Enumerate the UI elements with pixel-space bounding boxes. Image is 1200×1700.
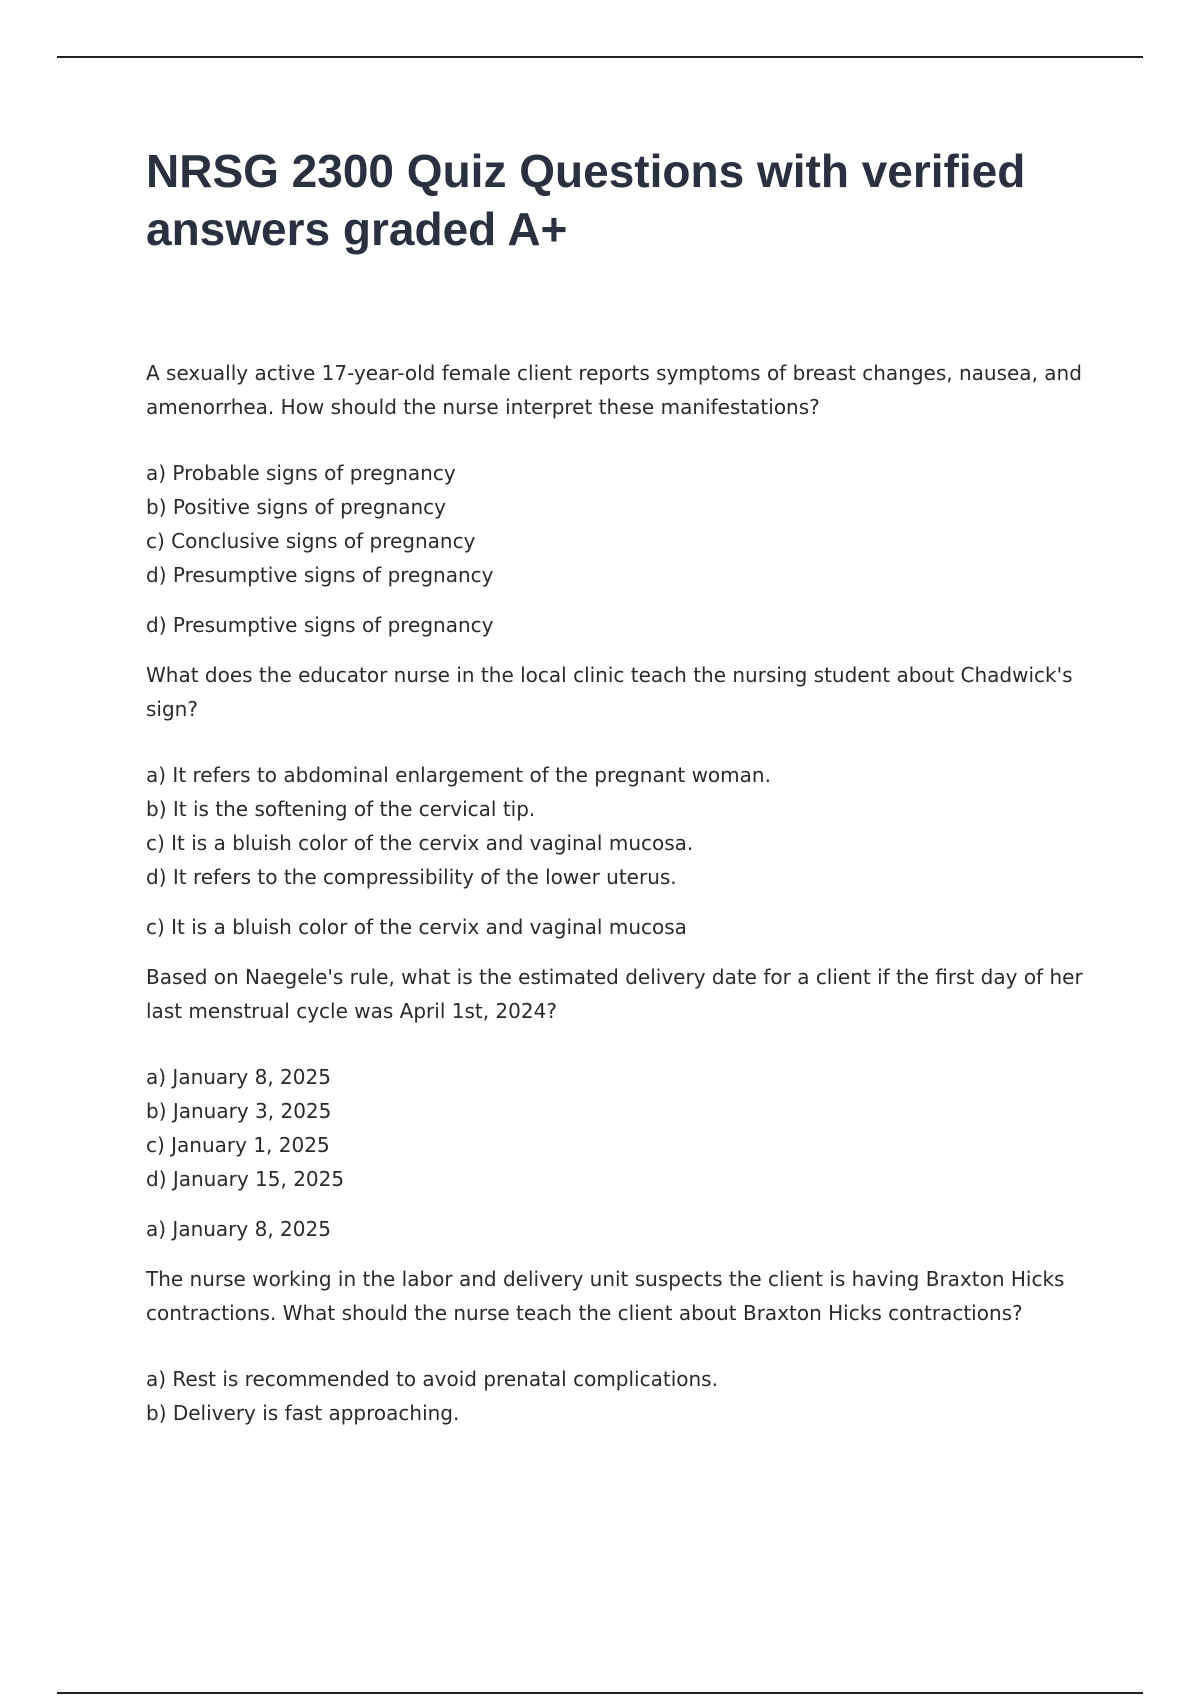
question-block-2 xyxy=(146,658,1086,944)
document-title: NRSG 2300 Quiz Questions with verified answers graded A+ xyxy=(146,145,1026,255)
option-item: c) January 1, 2025 xyxy=(146,1133,330,1157)
question-text: What does the educator nurse in the local clinic teach the nursing student about Chadwick's sign? xyxy=(146,663,1073,721)
quiz-content xyxy=(146,356,1086,1446)
option-item: d) January 15, 2025 xyxy=(146,1167,345,1191)
option-item: b) January 3, 2025 xyxy=(146,1099,332,1123)
option-list xyxy=(146,758,1086,894)
question-text: The nurse working in the labor and delivery unit suspects the client is having Braxton Hicks contractions. What should the nurse teach the client about Braxton Hicks contractions? xyxy=(146,1267,1065,1325)
option-item: a) Probable signs of pregnancy xyxy=(146,461,456,485)
option-item: b) Positive signs of pregnancy xyxy=(146,495,446,519)
header-rule xyxy=(57,56,1143,58)
option-item: c) It is a bluish color of the cervix and vaginal mucosa. xyxy=(146,831,694,855)
footer-rule xyxy=(57,1692,1143,1694)
question-text: A sexually active 17-year-old female client reports symptoms of breast changes, nausea, and amenorrhea. How should the nurse interpret these manifestations? xyxy=(146,361,1082,419)
answer-text: c) It is a bluish color of the cervix and vaginal mucosa xyxy=(146,915,687,939)
option-list xyxy=(146,1060,1086,1196)
question-text: Based on Naegele's rule, what is the estimated delivery date for a client if the first day of her last menstrual cycle was April 1st, 2024? xyxy=(146,965,1083,1023)
question-block-4 xyxy=(146,1262,1086,1430)
option-list xyxy=(146,456,1086,592)
option-item: b) It is the softening of the cervical tip. xyxy=(146,797,536,821)
answer-text: a) January 8, 2025 xyxy=(146,1217,331,1241)
option-item: d) It refers to the compressibility of the lower uterus. xyxy=(146,865,677,889)
question-block-1 xyxy=(146,356,1086,642)
option-list xyxy=(146,1362,1086,1430)
option-item: c) Conclusive signs of pregnancy xyxy=(146,529,476,553)
option-item: b) Delivery is fast approaching. xyxy=(146,1401,460,1425)
option-item: a) It refers to abdominal enlargement of the pregnant woman. xyxy=(146,763,771,787)
option-item: a) January 8, 2025 xyxy=(146,1065,331,1089)
option-item: a) Rest is recommended to avoid prenatal complications. xyxy=(146,1367,718,1391)
question-block-3 xyxy=(146,960,1086,1246)
option-item: d) Presumptive signs of pregnancy xyxy=(146,563,494,587)
answer-text: d) Presumptive signs of pregnancy xyxy=(146,613,494,637)
